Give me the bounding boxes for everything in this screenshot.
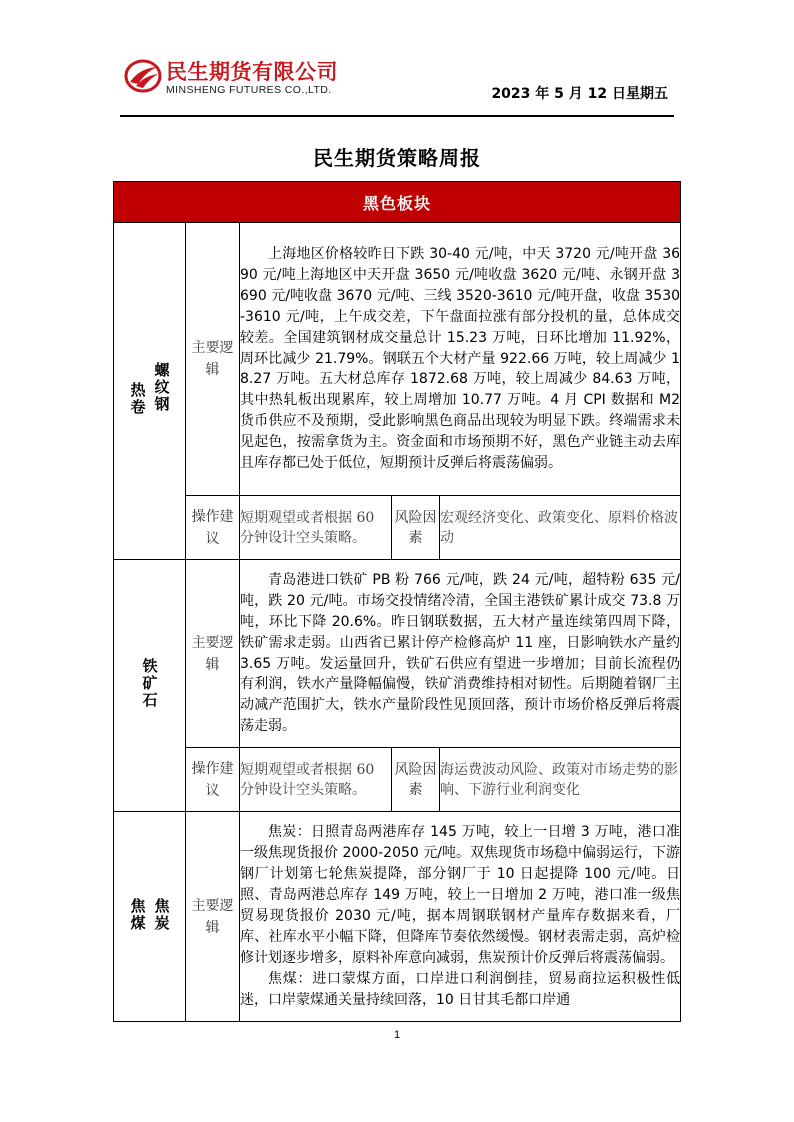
logo-english-name: MINSHENG FUTURES CO.,LTD. (166, 84, 332, 96)
logic-text (240, 223, 681, 496)
logic-text (240, 812, 681, 1022)
operation-label: 操作建议 (186, 496, 240, 560)
logic-text (240, 560, 681, 748)
commodity-name: 焦煤 (128, 897, 147, 932)
risk-label: 风险因素 (392, 748, 440, 812)
report-date: 2023 年 5 月 12 日星期五 (491, 86, 668, 102)
risk-text: 海运费波动风险、政策对市场走势的影响、下游行业利润变化 (440, 748, 681, 812)
operation-text: 短期观望或者根据 60 分钟设计空头策略。 (240, 748, 392, 812)
page-number: 1 (393, 1029, 401, 1041)
operation-label: 操作建议 (186, 748, 240, 812)
company-logo (124, 56, 364, 102)
minsheng-logo-icon (124, 58, 162, 94)
logic-paragraph: 青岛港进口铁矿 PB 粉 766 元/吨，跌 24 元/吨，超特粉 635 元/吨，跌 20 元/吨。市场交投情绪冷清，全国主港铁矿累计成交 73.8 万吨，环比下降 20.6%。昨日钢联数据，五大材产量连续第四周下降，铁矿需求走弱。山西省已累计停产检修高炉 11 座，日影响铁水产量约 3.65 万吨。发运量回升，铁矿石供应有望进一步增加；目前长流程仍有利润，铁水产量降幅偏慢，铁矿消费维持相对韧性。后期随着钢厂主动减产范围扩大，铁水产量阶段性见顶回落，预计市场价格反弹后将震荡走弱。 (240, 571, 681, 735)
header-divider (120, 115, 674, 117)
logic-label: 主要逻辑 (186, 223, 240, 496)
strategy-table (113, 181, 681, 1022)
logic-paragraph: 上海地区价格较昨日下跌 30-40 元/吨，中天 3720 元/吨开盘 3690 元/吨上海地区中天开盘 3650 元/吨收盘 3620 元/吨、永钢开盘 3690 元/吨收盘 3670 元/吨、三线 3520-3610 元/吨开盘，收盘 3530-3610 元/吨，上午成交差，下午盘面拉涨有部分投机的量，总体成交较差。全国建筑钢材成交量总计 15.23 万吨，日环比增加 11.92%，周环比减少 21.79%。钢联五个大材产量 922.66 万吨，较上周减少 18.27 万吨。五大材总库存 1872.68 万吨，较上周减少 84.63 万吨，其中热轧板出现累库，较上周增加 10.77 万吨。4 月 CPI 数据和 M2 货币供应不及预期，受此影响黑色商品出现较为明显下跌。终端需求未见起色，按需拿货为主。资金面和市场预期不好，黑色产业链主动去库且库存都已处于低位，短期预计反弹后将震荡偏弱。 (240, 246, 681, 472)
risk-text: 宏观经济变化、政策变化、原料价格波动 (440, 496, 681, 560)
logo-chinese-name: 民生期货有限公司 (166, 60, 338, 84)
commodity-name: 焦炭 (152, 897, 171, 932)
section-heading: 黑色板块 (114, 182, 681, 223)
commodity-name: 螺纹钢 (152, 362, 171, 413)
logic-paragraph: 焦炭：日照青岛两港库存 145 万吨，较上一日增 3 万吨，港口准一级焦现货报价 2000-2050 元/吨。双焦现货市场稳中偏弱运行，下游钢厂计划第七轮焦炭提降，部分钢厂于 10 日起提降 100 元/吨。日照、青岛两港总库存 149 万吨，较上一日增加 2 万吨，港口准一级焦贸易现货报价 2030 元/吨，据本周钢联钢材产量库存数据来看，厂库、社库水平小幅下降，但降库节奏依然缓慢。钢材表需走弱，高炉检修计划逐步增多，原料补库意向减弱，焦炭预计价反弹后将震荡偏弱。 (240, 824, 681, 966)
commodity-cell-iron-ore (114, 560, 186, 812)
operation-text: 短期观望或者根据 60 分钟设计空头策略。 (240, 496, 392, 560)
commodity-cell-rebar (114, 223, 186, 560)
logic-label: 主要逻辑 (186, 812, 240, 1022)
commodity-cell-coke (114, 812, 186, 1022)
logic-paragraph: 焦煤：进口蒙煤方面，口岸进口利润倒挂，贸易商拉运积极性低迷，口岸蒙煤通关量持续回落，10 日甘其毛都口岸通 (240, 970, 681, 1008)
logic-label: 主要逻辑 (186, 560, 240, 748)
commodity-name: 热卷 (128, 382, 147, 416)
commodity-name: 铁矿石 (140, 658, 159, 709)
report-title: 民生期货策略周报 (313, 146, 481, 170)
risk-label: 风险因素 (392, 496, 440, 560)
